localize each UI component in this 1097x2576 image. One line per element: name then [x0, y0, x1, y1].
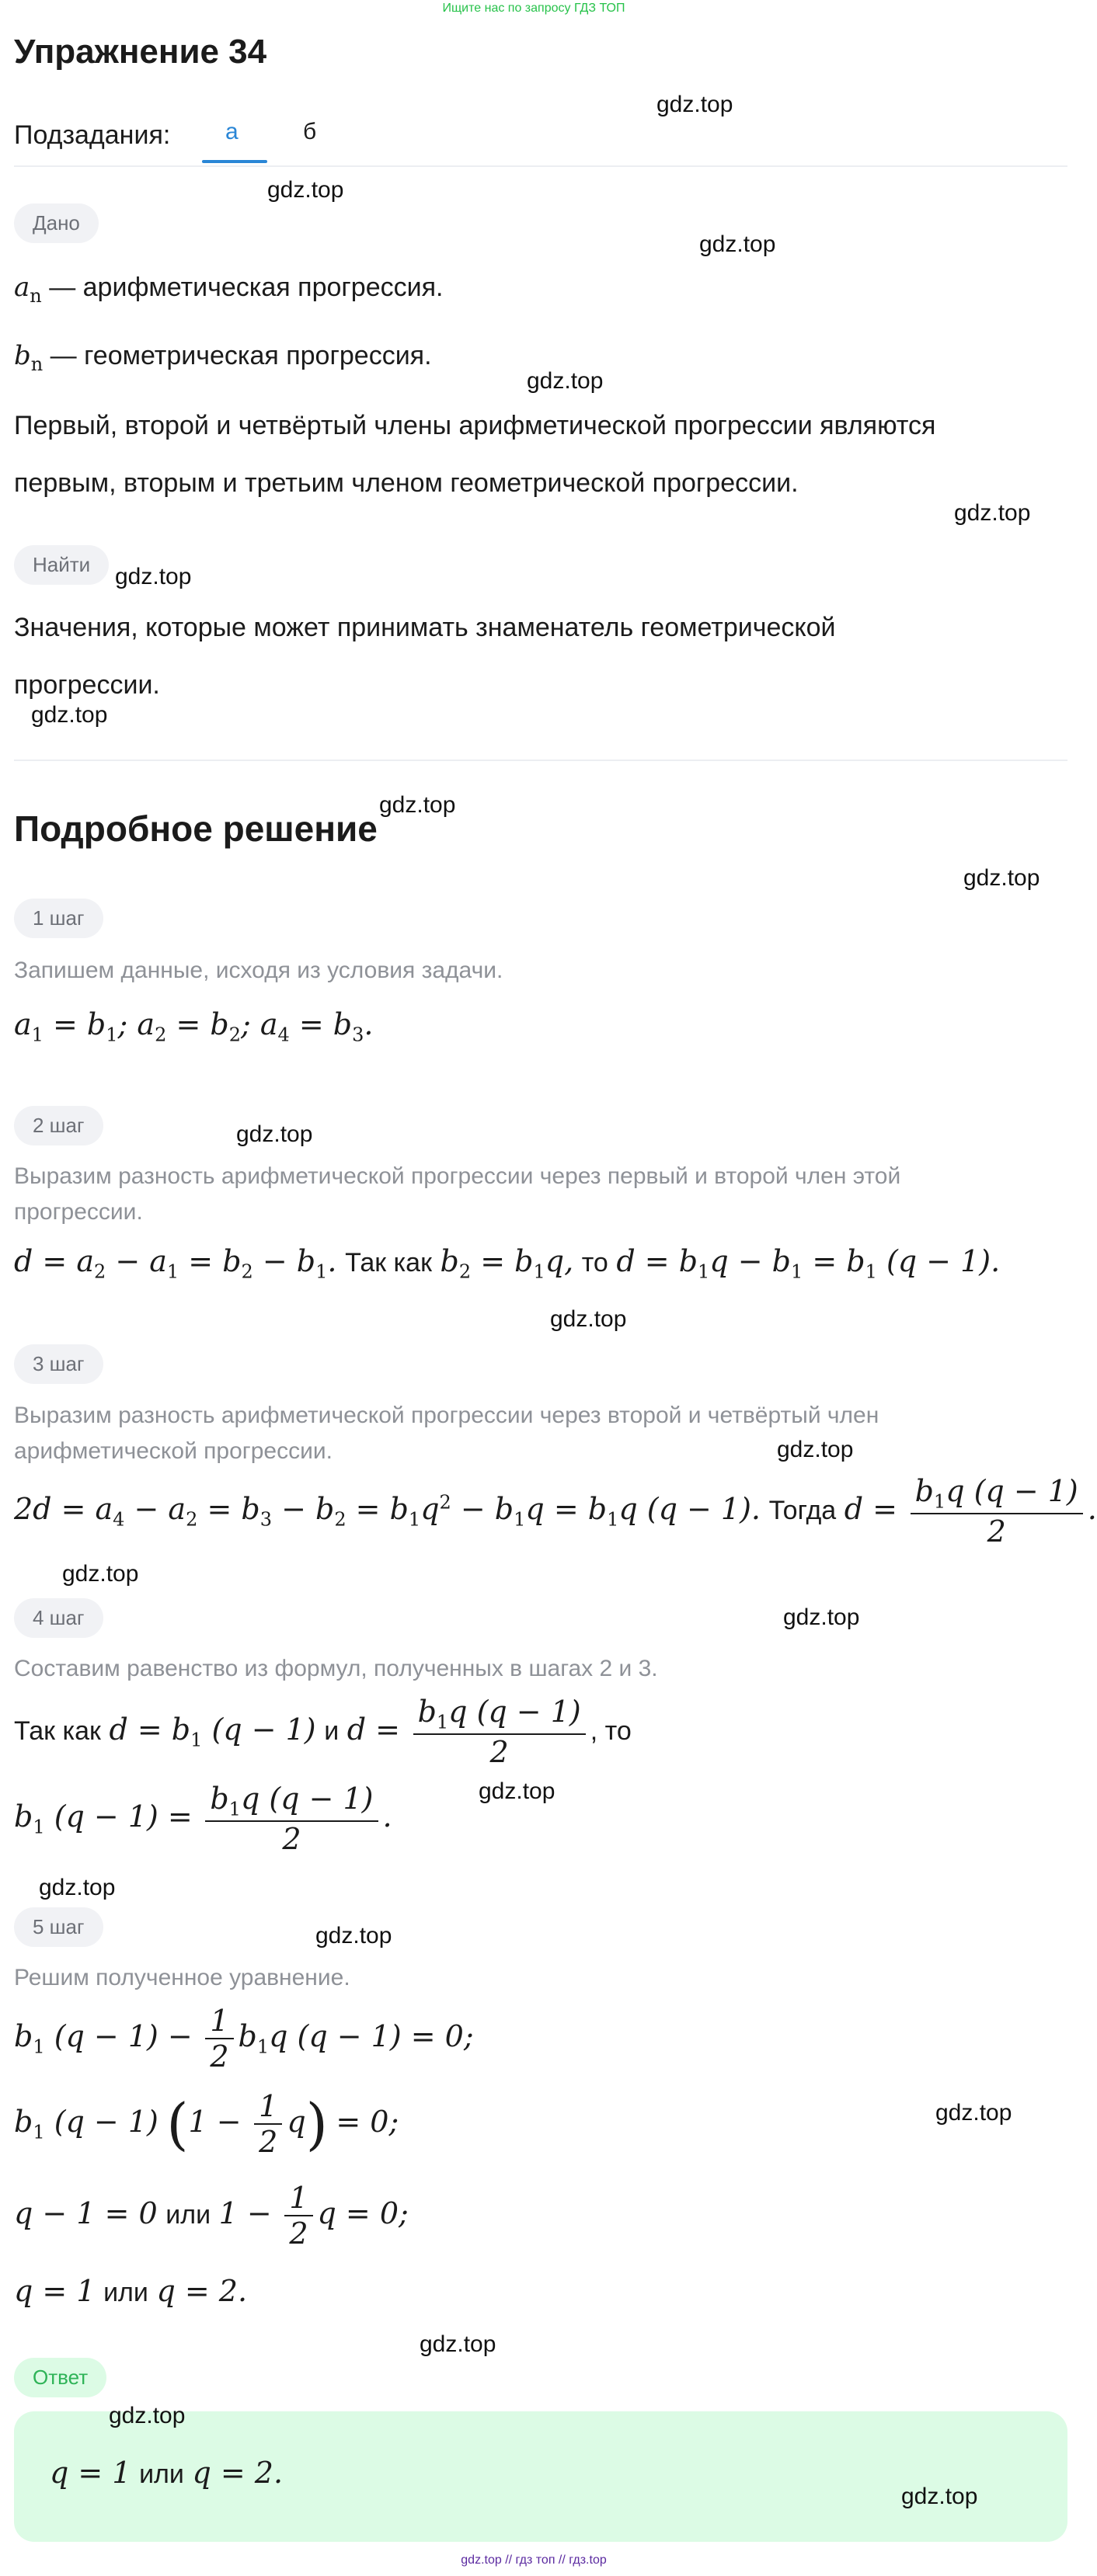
- step-5-formula-3: q − 1 = 0 или 1 − $\frac{1}{2}$ q = 0;: [14, 2181, 409, 2251]
- watermark: gdz.top: [236, 1121, 313, 1147]
- step-3-badge: 3 шаг: [14, 1344, 103, 1384]
- find-line-2: прогрессии.: [14, 670, 160, 700]
- step-4-hint: Составим равенство из формул, полученных в шагах 2 и 3.: [14, 1656, 658, 1681]
- step-2-formula: $d = a_2 - a_1 = b_2 - b_1$. Так как $b_2 = b_1q$, то $d = b_1q - b_1 = b_1$ (q − 1).: [14, 1244, 1001, 1283]
- step-5-hint: Решим полученное уравнение.: [14, 1965, 350, 1990]
- step-2-hint-2: прогрессии.: [14, 1199, 143, 1225]
- watermark: gdz.top: [901, 2484, 978, 2509]
- given-line-1: $a_n$ — арифметическая прогрессия.: [14, 272, 444, 307]
- active-tab-indicator: [202, 160, 267, 163]
- step-1-formula: $a_1 = b_1$; $a_2 = b_2$; $a_4 = b_3$.: [14, 1007, 374, 1046]
- find-badge: Найти: [14, 545, 109, 585]
- watermark: gdz.top: [109, 2403, 186, 2428]
- solution-title: Подробное решение: [14, 808, 378, 849]
- watermark: gdz.top: [420, 2331, 496, 2357]
- given-line-4: первым, вторым и третьим членом геометрической прогрессии.: [14, 468, 799, 498]
- watermark: gdz.top: [527, 368, 604, 394]
- given-var-a: $a_n$: [14, 272, 42, 307]
- watermark: gdz.top: [39, 1875, 116, 1900]
- watermark: gdz.top: [479, 1778, 555, 1804]
- given-line-3: Первый, второй и четвёртый члены арифметической прогрессии являются: [14, 411, 936, 440]
- given-var-b: $b_n$: [14, 340, 44, 375]
- step-3-hint-1: Выразим разность арифметической прогрессии через второй и четвёртый член: [14, 1403, 879, 1428]
- answer-badge: Ответ: [14, 2358, 106, 2397]
- subtasks-label: Подзадания:: [14, 120, 171, 150]
- given-line-2: $b_n$ — геометрическая прогрессия.: [14, 340, 432, 375]
- watermark: gdz.top: [935, 2100, 1012, 2126]
- watermark: gdz.top: [267, 177, 344, 203]
- watermark: gdz.top: [656, 92, 733, 117]
- tabs-divider: [14, 165, 1067, 167]
- step-3-formula: $2d = a_4 - a_2 = b_3 - b_2 = b_1q^2 - b_1q = b_1q$ (q − 1). Тогда d = $\frac{b_1q (q - 1)}{2}$ .: [14, 1474, 1097, 1549]
- watermark: gdz.top: [115, 564, 192, 589]
- step-2-badge: 2 шаг: [14, 1106, 103, 1145]
- watermark: gdz.top: [783, 1604, 860, 1630]
- step-5-formula-4: q = 1 или q = 2.: [14, 2274, 248, 2308]
- step-5-formula-2: $b_1$ (q − 1) (1 − $\frac{1}{2}$ q) = 0;: [14, 2089, 399, 2159]
- step-2-hint-1: Выразим разность арифметической прогрессии через первый и второй член этой: [14, 1163, 901, 1189]
- step-4-formula-2: $b_1$ (q − 1) = $\frac{b_1q (q - 1)}{2}$ .: [14, 1782, 392, 1856]
- watermark: gdz.top: [31, 702, 108, 728]
- tab-b[interactable]: б: [303, 119, 317, 144]
- step-4-formula-1: Так как $d = b_1$ (q − 1) и d = $\frac{b_1q (q - 1)}{2}$ , то: [14, 1695, 632, 1769]
- top-search-note: Ищите нас по запросу ГДЗ ТОП: [442, 2, 625, 15]
- step-3-hint-2: арифметической прогрессии.: [14, 1438, 333, 1464]
- step-5-badge: 5 шаг: [14, 1907, 103, 1947]
- watermark: gdz.top: [550, 1306, 627, 1332]
- watermark: gdz.top: [954, 500, 1031, 526]
- footer-links[interactable]: gdz.top // гдз топ // гдз.top: [461, 2553, 607, 2567]
- watermark: gdz.top: [777, 1437, 854, 1462]
- watermark: gdz.top: [699, 231, 776, 257]
- step-1-badge: 1 шаг: [14, 899, 103, 938]
- answer-formula: q = 1 или q = 2.: [50, 2456, 284, 2490]
- find-line-1: Значения, которые может принимать знаменатель геометрической: [14, 613, 836, 642]
- step-4-badge: 4 шаг: [14, 1598, 103, 1638]
- step-1-hint: Запишем данные, исходя из условия задачи.: [14, 958, 503, 983]
- watermark: gdz.top: [963, 865, 1040, 891]
- page-title: Упражнение 34: [14, 33, 267, 71]
- watermark: gdz.top: [315, 1923, 392, 1949]
- tab-a[interactable]: а: [225, 119, 239, 144]
- step-5-formula-1: $b_1$ (q − 1) − $\frac{1}{2}$ $b_1q$ (q − 1) = 0;: [14, 2004, 474, 2074]
- section-divider: [14, 760, 1067, 761]
- watermark: gdz.top: [379, 792, 456, 818]
- watermark: gdz.top: [62, 1561, 139, 1587]
- given-badge: Дано: [14, 203, 99, 243]
